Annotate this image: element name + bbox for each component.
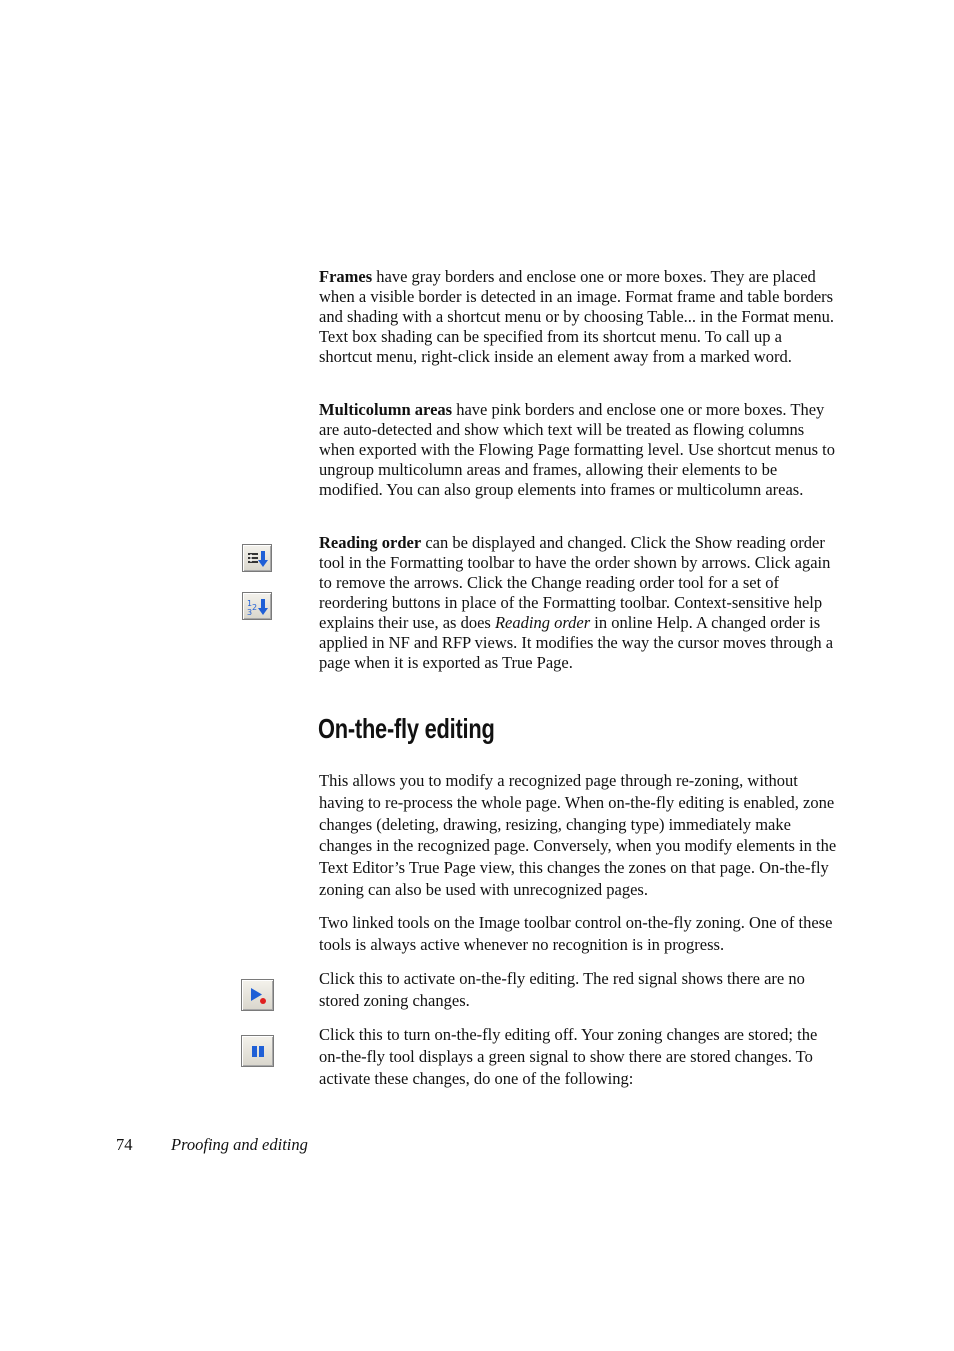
intro-paragraph: This allows you to modify a recognized page through re-zoning, without having to re-process the whole page. When on-the-fly editing is enabled, zone changes (deleting, drawing, resizing, changing type) immediately make changes in the recognized page. Conversely, when you modify elements in the Text Editor’s True Page view, this changes the zones on that page. On-the-fly zoning can also be used with unrecognized pages. (319, 771, 837, 899)
reading-order-term: Reading order (319, 533, 422, 552)
multicolumn-paragraph (319, 400, 837, 500)
reading-order-italic: Reading order (494, 613, 591, 632)
play-red-signal-icon (241, 979, 274, 1011)
svg-text:2: 2 (252, 603, 258, 612)
frames-text: have gray borders and enclose one or more boxes. They are placed when a visible border is detected in an image. Format frame and table borders and shading with a shortcut menu or by choosing Table... in the Format menu. Text box shading can be specified from its shortcut menu. To call up a shortcut menu, right-click inside an element away from a marked word. (319, 267, 834, 366)
change-reading-order-icon (242, 592, 272, 620)
two-tools-paragraph: Two linked tools on the Image toolbar control on-the-fly zoning. One of these tools is always active whenever no recognition is in progress. (319, 913, 833, 954)
reading-order-paragraph (319, 533, 837, 673)
pause-icon (241, 1035, 274, 1067)
multicolumn-term: Multicolumn areas (319, 400, 453, 419)
activate-paragraph: Click this to activate on-the-fly editing. The red signal shows there are no stored zoning changes. (319, 969, 805, 1010)
frames-paragraph (319, 267, 837, 367)
reading-order-text-b: in online Help. A changed order is applied in NF and RFP views. It modifies the way the cursor moves through a page when it is exported as True Page. (319, 613, 834, 672)
svg-text:1: 1 (247, 599, 253, 608)
running-footer-title: Proofing and editing (171, 1135, 308, 1154)
multicolumn-text: have pink borders and enclose one or more boxes. They are auto-detected and show which text will be treated as flowing columns when exported with the Flowing Page formatting level. Use shortcut menus to ungroup multicolumn areas and frames, allowing their elements to be modified. You can also group elements into frames or multicolumn areas. (319, 400, 835, 499)
show-reading-order-icon (242, 544, 272, 572)
svg-text:3: 3 (247, 608, 253, 617)
page-number: 74 (116, 1135, 133, 1154)
turn-off-paragraph: Click this to turn on-the-fly editing off. Your zoning changes are stored; the on-the-fly tool displays a green signal to show there are stored changes. To activate these changes, do one of the following: (319, 1025, 818, 1088)
frames-term: Frames (319, 267, 373, 286)
reading-order-text-a: can be displayed and changed. Click the Show reading order tool in the Formatting toolbar to have the order shown by arrows. Click again to remove the arrows. Click the Change reading order tool for a set of reordering buttons in place of the Formatting toolbar. Context-sensitive help explains their use, as does (319, 533, 831, 632)
section-heading: On-the-fly editing (318, 713, 495, 744)
